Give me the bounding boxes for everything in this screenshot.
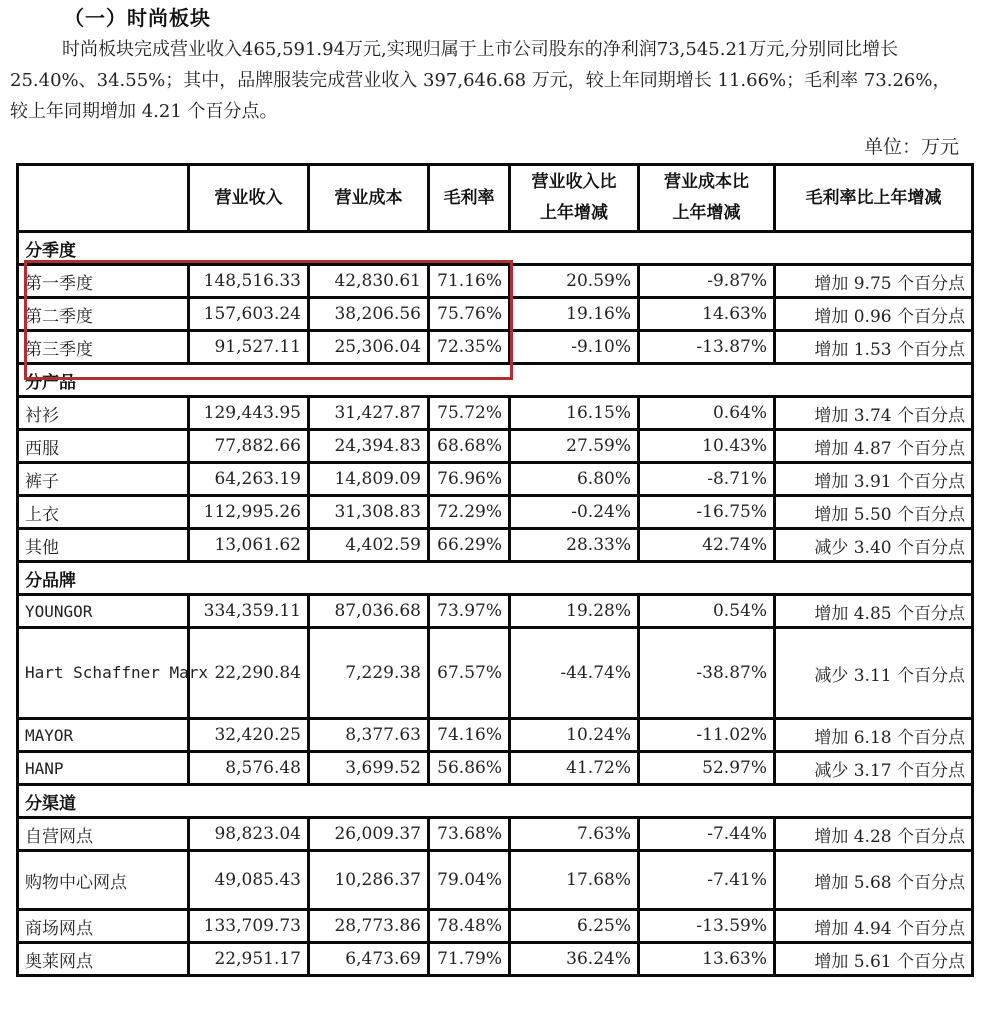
revenue-change-cell: -9.10%	[510, 331, 639, 364]
margin-cell: 66.29%	[429, 529, 510, 562]
table-row	[18, 298, 973, 331]
row-label: 第二季度	[18, 298, 189, 331]
revenue-change-cell: 17.68%	[510, 851, 639, 910]
revenue-cell: 22,290.84	[189, 628, 309, 719]
group-product: 分产品	[18, 364, 973, 397]
margin-cell: 72.29%	[429, 496, 510, 529]
margin-change-cell: 增加 5.61 个百分点	[775, 943, 973, 976]
row-label: 商场网点	[18, 910, 189, 943]
cost-cell: 87,036.68	[309, 595, 429, 628]
header-blank	[18, 165, 189, 232]
table-row	[18, 529, 973, 562]
margin-cell: 74.16%	[429, 719, 510, 752]
revenue-change-cell: 6.25%	[510, 910, 639, 943]
unit-label: 单位：万元	[863, 136, 959, 158]
row-label: 上衣	[18, 496, 189, 529]
revenue-cell: 98,823.04	[189, 818, 309, 851]
group-header-row	[18, 364, 973, 397]
header-row	[18, 165, 973, 232]
row-label: 奥莱网点	[18, 943, 189, 976]
cost-change-cell: 10.43%	[639, 430, 775, 463]
margin-cell: 56.86%	[429, 752, 510, 785]
cost-cell: 7,229.38	[309, 628, 429, 719]
revenue-cell: 112,995.26	[189, 496, 309, 529]
header-cost: 营业成本	[309, 165, 429, 232]
margin-change-cell: 增加 5.68 个百分点	[775, 851, 973, 910]
row-label: 其他	[18, 529, 189, 562]
cost-change-cell: -8.71%	[639, 463, 775, 496]
revenue-change-cell: 19.16%	[510, 298, 639, 331]
cost-change-cell: -13.59%	[639, 910, 775, 943]
margin-cell: 75.76%	[429, 298, 510, 331]
revenue-cell: 22,951.17	[189, 943, 309, 976]
margin-change-cell: 增加 4.28 个百分点	[775, 818, 973, 851]
cost-cell: 10,286.37	[309, 851, 429, 910]
margin-change-cell: 增加 6.18 个百分点	[775, 719, 973, 752]
cost-cell: 31,308.83	[309, 496, 429, 529]
revenue-cell: 334,359.11	[189, 595, 309, 628]
table-row	[18, 818, 973, 851]
cost-cell: 42,830.61	[309, 265, 429, 298]
header-revenue-change	[510, 165, 639, 232]
margin-cell: 67.57%	[429, 628, 510, 719]
row-label: YOUNGOR	[18, 595, 189, 628]
revenue-cell: 129,443.95	[189, 397, 309, 430]
header-revenue: 营业收入	[189, 165, 309, 232]
cost-change-cell: -7.41%	[639, 851, 775, 910]
table-row	[18, 943, 973, 976]
cost-cell: 38,206.56	[309, 298, 429, 331]
revenue-change-cell: 19.28%	[510, 595, 639, 628]
header-margin-change: 毛利率比上年增减	[775, 165, 973, 232]
table-row	[18, 397, 973, 430]
group-header-row	[18, 232, 973, 265]
row-label: 第三季度	[18, 331, 189, 364]
cost-change-cell: 13.63%	[639, 943, 775, 976]
margin-change-cell: 增加 3.91 个百分点	[775, 463, 973, 496]
cost-change-cell: 52.97%	[639, 752, 775, 785]
margin-change-cell: 增加 4.85 个百分点	[775, 595, 973, 628]
cost-cell: 8,377.63	[309, 719, 429, 752]
revenue-cell: 13,061.62	[189, 529, 309, 562]
margin-cell: 72.35%	[429, 331, 510, 364]
margin-change-cell: 减少 3.17 个百分点	[775, 752, 973, 785]
cost-change-cell: -38.87%	[639, 628, 775, 719]
cost-change-cell: 0.54%	[639, 595, 775, 628]
revenue-cell: 91,527.11	[189, 331, 309, 364]
table-row	[18, 910, 973, 943]
revenue-cell: 64,263.19	[189, 463, 309, 496]
margin-change-cell: 增加 5.50 个百分点	[775, 496, 973, 529]
margin-cell: 79.04%	[429, 851, 510, 910]
margin-cell: 71.79%	[429, 943, 510, 976]
table-row	[18, 628, 973, 719]
row-label: MAYOR	[18, 719, 189, 752]
row-label: 衬衫	[18, 397, 189, 430]
margin-change-cell: 增加 9.75 个百分点	[775, 265, 973, 298]
group-header-row	[18, 785, 973, 818]
revenue-change-cell: 27.59%	[510, 430, 639, 463]
revenue-cell: 133,709.73	[189, 910, 309, 943]
group-quarter: 分季度	[18, 232, 973, 265]
cost-cell: 6,473.69	[309, 943, 429, 976]
revenue-change-cell: 16.15%	[510, 397, 639, 430]
header-cost-change-line2: 上年增减	[672, 203, 741, 223]
revenue-change-cell: -0.24%	[510, 496, 639, 529]
row-label: 裤子	[18, 463, 189, 496]
margin-change-cell: 减少 3.40 个百分点	[775, 529, 973, 562]
margin-cell: 73.68%	[429, 818, 510, 851]
cost-change-cell: 42.74%	[639, 529, 775, 562]
table-row	[18, 265, 973, 298]
row-label: 购物中心网点	[18, 851, 189, 910]
row-label: HANP	[18, 752, 189, 785]
revenue-change-cell: 28.33%	[510, 529, 639, 562]
header-revenue-change-line1: 营业收入比	[531, 172, 617, 192]
table-row	[18, 851, 973, 910]
cost-cell: 14,809.09	[309, 463, 429, 496]
margin-change-cell: 增加 1.53 个百分点	[775, 331, 973, 364]
cost-change-cell: 14.63%	[639, 298, 775, 331]
revenue-change-cell: 6.80%	[510, 463, 639, 496]
revenue-change-cell: 41.72%	[510, 752, 639, 785]
summary-paragraph: 时尚板块完成营业收入465,591.94万元,实现归属于上市公司股东的净利润73,545.21万元,分别同比增长 25.40%、34.55%；其中，品牌服装完成营业收入 397,646.68 万元，较上年同期增长 11.66%；毛利率 73.26%，较上年同期增加 4.21 个百分点。	[10, 39, 951, 122]
margin-cell: 68.68%	[429, 430, 510, 463]
row-label: 第一季度	[18, 265, 189, 298]
header-cost-change	[639, 165, 775, 232]
margin-change-cell: 减少 3.11 个百分点	[775, 628, 973, 719]
cost-cell: 4,402.59	[309, 529, 429, 562]
cost-cell: 24,394.83	[309, 430, 429, 463]
margin-change-cell: 增加 3.74 个百分点	[775, 397, 973, 430]
cost-change-cell: -13.87%	[639, 331, 775, 364]
header-cost-change-line1: 营业成本比	[664, 172, 749, 192]
revenue-cell: 77,882.66	[189, 430, 309, 463]
margin-cell: 71.16%	[429, 265, 510, 298]
table-row	[18, 752, 973, 785]
cost-change-cell: -9.87%	[639, 265, 775, 298]
cost-cell: 28,773.86	[309, 910, 429, 943]
table-row	[18, 463, 973, 496]
cost-change-cell: -16.75%	[639, 496, 775, 529]
table-row	[18, 595, 973, 628]
revenue-change-cell: 36.24%	[510, 943, 639, 976]
cost-cell: 26,009.37	[309, 818, 429, 851]
revenue-change-cell: 10.24%	[510, 719, 639, 752]
table-row	[18, 719, 973, 752]
table-row	[18, 496, 973, 529]
cost-cell: 31,427.87	[309, 397, 429, 430]
revenue-cell: 148,516.33	[189, 265, 309, 298]
group-brand: 分品牌	[18, 562, 973, 595]
header-gross-margin: 毛利率	[429, 165, 510, 232]
fashion-segment-table	[16, 163, 974, 977]
row-label: Hart Schaffner Marx	[18, 628, 189, 719]
margin-change-cell: 增加 0.96 个百分点	[775, 298, 973, 331]
section-title: （一）时尚板块	[64, 6, 211, 30]
cost-change-cell: -7.44%	[639, 818, 775, 851]
header-revenue-change-line2: 上年增减	[540, 203, 608, 223]
revenue-cell: 32,420.25	[189, 719, 309, 752]
table-row	[18, 331, 973, 364]
margin-cell: 76.96%	[429, 463, 510, 496]
group-channel: 分渠道	[18, 785, 973, 818]
margin-cell: 75.72%	[429, 397, 510, 430]
table-row	[18, 430, 973, 463]
row-label: 西服	[18, 430, 189, 463]
revenue-cell: 8,576.48	[189, 752, 309, 785]
margin-change-cell: 增加 4.87 个百分点	[775, 430, 973, 463]
cost-change-cell: 0.64%	[639, 397, 775, 430]
revenue-cell: 49,085.43	[189, 851, 309, 910]
margin-change-cell: 增加 4.94 个百分点	[775, 910, 973, 943]
margin-cell: 73.97%	[429, 595, 510, 628]
revenue-change-cell: -44.74%	[510, 628, 639, 719]
group-header-row	[18, 562, 973, 595]
row-label: 自营网点	[18, 818, 189, 851]
margin-cell: 78.48%	[429, 910, 510, 943]
revenue-change-cell: 7.63%	[510, 818, 639, 851]
cost-cell: 3,699.52	[309, 752, 429, 785]
cost-cell: 25,306.04	[309, 331, 429, 364]
revenue-change-cell: 20.59%	[510, 265, 639, 298]
revenue-cell: 157,603.24	[189, 298, 309, 331]
cost-change-cell: -11.02%	[639, 719, 775, 752]
